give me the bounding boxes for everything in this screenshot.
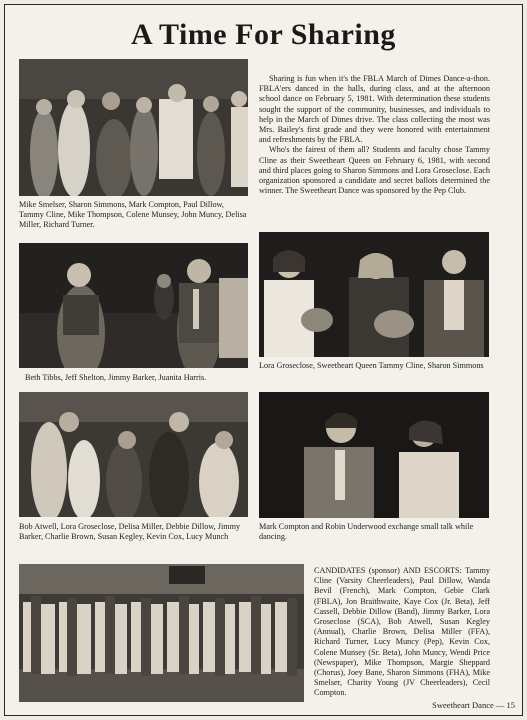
photo5-caption: Mark Compton and Robin Underwood exchange small talk while dancing. xyxy=(259,522,474,542)
couple-talking-photo xyxy=(259,392,489,518)
article-paragraph: Who's the fairest of them all? Students and faculty chose Tammy Cline as their Sweetheart Queen on February 6, 1981, with second and third places going to Sharon Simmons and Lora Groseclose. Each organization sponsored a candidate and secret ballots determined the winner. The Sweetheart Dance was sponsored by the Pep Club. xyxy=(259,145,490,196)
article-body xyxy=(259,74,490,196)
couples-dancing-photo xyxy=(19,392,248,517)
photo1-caption: Mike Smelser, Sharon Simmons, Mark Compton, Paul Dillow, Tammy Cline, Mike Thompson, Colene Munsey, John Muncy, Delisa Miller, Richard Turner. xyxy=(19,200,247,230)
dance-crowd-photo xyxy=(19,59,248,196)
article-paragraph: Sharing is fun when it's the FBLA March of Dimes Dance-a-thon. FBLA'ers danced in the halls, during class, and at the afternoon school dance on February 5, 1981. With determination these students sought the support of the community, businesses, and individuals to help in the March of Dimes drive. The class collecting the most was Mrs. Bailey's first grade and they were honored with entertainment and refreshments by the FBLA. xyxy=(259,74,490,145)
photo4-caption: Bob Atwell, Lora Groseclose, Delisa Miller, Debbie Dillow, Jimmy Barker, Charlie Brown, Susan Kegley, Kevin Cox, Lucy Munch xyxy=(19,522,241,542)
page-folio: Sweetheart Dance — 15 xyxy=(432,700,515,710)
page-title: A Time For Sharing xyxy=(131,18,396,51)
photo3-caption: Lora Groseclose, Sweetheart Queen Tammy Cline, Sharon Simmons xyxy=(259,361,484,370)
candidates-caption: CANDIDATES (sponsor) AND ESCORTS: Tammy Cline (Varsity Cheerleaders), Paul Dillow, Wanda Bevil (French), Mark Compton, Gebie Clark (FBLA), Jon Braithwaite, Kaye Cox (Jr. Beta), Jeff Cassell, Debbie Dillow (Band), Jimmy Barker, Lora Groseclose (SCA), Bob Atwell, Susan Kegley (Annual), Charlie Brown, Delisa Miller (FFA), Richard Turner, Lucy Muncy (Pep), Kevin Cox, Colene Munsey (Sr. Beta), John Muncy, Wendi Price (Newspaper), Mike Thompson, Margie Sheppard (Chorus), Joey Bane, Sharon Simmons (FHA), Mike Smelser, Charity Young (JV Cheerleaders), Cecil Compton. xyxy=(314,566,490,698)
sweetheart-queen-photo xyxy=(259,232,489,357)
dancers-photo xyxy=(19,243,248,368)
candidates-lineup-photo xyxy=(19,564,304,702)
photo2-caption: Beth Tibbs, Jeff Shelton, Jimmy Barker, Juanita Harris. xyxy=(25,373,207,382)
